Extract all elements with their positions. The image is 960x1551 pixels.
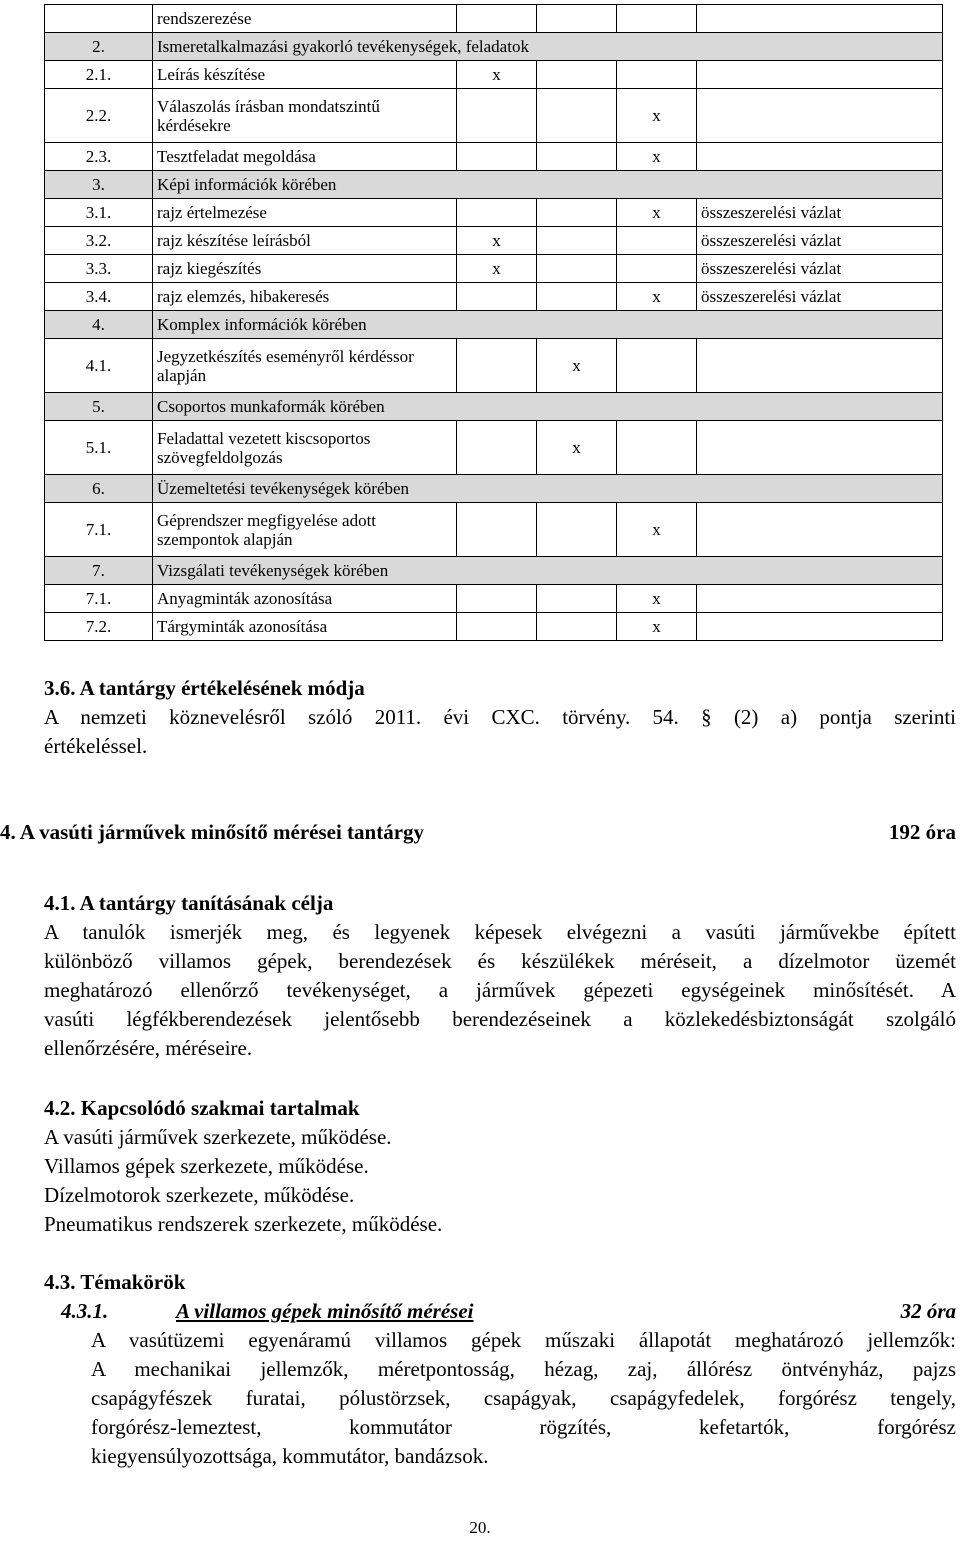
row-label: rajz értelmezése [153, 199, 457, 227]
topic-hours: 32 óra [900, 1299, 956, 1323]
row-code: 4. [45, 311, 153, 339]
row-note [697, 503, 943, 557]
row-note [697, 339, 943, 393]
mark-cell: x [617, 89, 697, 143]
mark-cell [537, 283, 617, 311]
section-4-1-line-2: különböző villamos gépek, berendezések és készülékek méréseit, a dízelmotor üzemét [44, 949, 956, 973]
topic-title: A villamos gépek minősítő mérései [176, 1299, 474, 1323]
row-label: Feladattal vezetett kiscsoportos szövegfeldolgozás [153, 421, 457, 475]
mark-cell [537, 89, 617, 143]
row-label: Jegyzetkészítés eseményről kérdéssor alapján [153, 339, 457, 393]
row-label: rendszerezése [153, 5, 457, 33]
section-4-3 [44, 1268, 956, 1471]
mark-cell [537, 143, 617, 171]
mark-cell [457, 339, 537, 393]
table-section-row [45, 557, 943, 585]
topic-line-1: A vasútüzemi egyenáramú villamos gépek műszaki állapotát meghatározó jellemzők: [91, 1328, 956, 1352]
mark-cell [537, 503, 617, 557]
mark-cell [457, 89, 537, 143]
mark-cell: x [617, 283, 697, 311]
subject-heading [0, 818, 956, 847]
mark-cell: x [457, 255, 537, 283]
row-code: 5. [45, 393, 153, 421]
section-4-1 [44, 889, 956, 1063]
mark-cell [537, 5, 617, 33]
row-label: Tárgyminták azonosítása [153, 613, 457, 641]
mark-cell [457, 503, 537, 557]
row-note [697, 613, 943, 641]
mark-cell [537, 61, 617, 89]
section-4-1-line-4: vasúti légfékberendezések jelentősebb berendezéseinek a közlekedésbiztonságát szolgáló [44, 1007, 956, 1031]
topic-4-3-1-body [91, 1326, 956, 1471]
row-label: rajz kiegészítés [153, 255, 457, 283]
row-code: 3. [45, 171, 153, 199]
subject-hours: 192 óra [888, 820, 956, 844]
section-4-1-line-1: A tanulók ismerjék meg, és legyenek képesek elvégezni a vasúti járművekbe épített [44, 920, 956, 944]
mark-cell [617, 227, 697, 255]
row-code: 3.4. [45, 283, 153, 311]
mark-cell [537, 585, 617, 613]
table-row [45, 227, 943, 255]
topic-line-2: A mechanikai jellemzők, méretpontosság, hézag, zaj, állórész öntvényház, pajzs [91, 1357, 956, 1381]
row-note [697, 143, 943, 171]
table-section-row [45, 311, 943, 339]
row-note [697, 89, 943, 143]
mark-cell: x [617, 199, 697, 227]
row-note [697, 585, 943, 613]
row-code: 7. [45, 557, 153, 585]
mark-cell [537, 199, 617, 227]
table-row [45, 613, 943, 641]
row-code [45, 5, 153, 33]
section-label: Komplex információk körében [153, 311, 943, 339]
topic-line-3: csapágyfészek furatai, pólustörzsek, csapágyak, csapágyfedelek, forgórész tengely, [91, 1386, 956, 1410]
mark-cell: x [537, 421, 617, 475]
section-4-2 [44, 1094, 956, 1239]
section-label: Ismeretalkalmazási gyakorló tevékenységek, feladatok [153, 33, 943, 61]
mark-cell [457, 613, 537, 641]
mark-cell: x [617, 585, 697, 613]
row-code: 3.3. [45, 255, 153, 283]
section-label: Vizsgálati tevékenységek körében [153, 557, 943, 585]
table-row [45, 255, 943, 283]
section-3-6 [44, 674, 956, 761]
section-4-2-line-4: Pneumatikus rendszerek szerkezete, működése. [44, 1212, 443, 1236]
table-row [45, 89, 943, 143]
section-3-6-text-line-2: értékeléssel. [44, 734, 148, 758]
table-section-row [45, 393, 943, 421]
activity-table [44, 4, 943, 641]
mark-cell: x [617, 143, 697, 171]
row-code: 6. [45, 475, 153, 503]
mark-cell [457, 283, 537, 311]
table-row [45, 5, 943, 33]
mark-cell: x [537, 339, 617, 393]
section-4-2-line-3: Dízelmotorok szerkezete, működése. [44, 1183, 355, 1207]
section-label: Csoportos munkaformák körében [153, 393, 943, 421]
table-section-row [45, 33, 943, 61]
page-number: 20. [469, 1518, 491, 1537]
row-label: Leírás készítése [153, 61, 457, 89]
row-note [697, 421, 943, 475]
mark-cell [537, 255, 617, 283]
mark-cell [617, 339, 697, 393]
section-4-1-heading: 4.1. A tantárgy tanításának célja [44, 891, 334, 915]
row-label: Anyagminták azonosítása [153, 585, 457, 613]
table-row [45, 283, 943, 311]
row-code: 7.2. [45, 613, 153, 641]
row-code: 2.3. [45, 143, 153, 171]
row-code: 2. [45, 33, 153, 61]
mark-cell [537, 227, 617, 255]
row-code: 5.1. [45, 421, 153, 475]
mark-cell [457, 143, 537, 171]
row-code: 3.2. [45, 227, 153, 255]
mark-cell: x [457, 227, 537, 255]
row-note [697, 61, 943, 89]
row-note: összeszerelési vázlat [697, 199, 943, 227]
row-note: összeszerelési vázlat [697, 283, 943, 311]
mark-cell [457, 585, 537, 613]
mark-cell: x [617, 503, 697, 557]
section-4-1-line-3: meghatározó ellenőrző tevékenységet, a járművek gépezeti egységeinek minősítését. A [44, 978, 956, 1002]
mark-cell [617, 5, 697, 33]
table-row [45, 199, 943, 227]
section-4-2-heading: 4.2. Kapcsolódó szakmai tartalmak [44, 1096, 360, 1120]
row-label: rajz elemzés, hibakeresés [153, 283, 457, 311]
mark-cell [617, 421, 697, 475]
mark-cell: x [617, 613, 697, 641]
row-note [697, 5, 943, 33]
section-label: Üzemeltetési tevékenységek körében [153, 475, 943, 503]
row-code: 2.2. [45, 89, 153, 143]
section-3-6-text-line-1: A nemzeti köznevelésről szóló 2011. évi CXC. törvény. 54. § (2) a) pontja szerinti [44, 705, 956, 729]
activity-table-body [45, 5, 943, 641]
section-4-2-line-2: Villamos gépek szerkezete, működése. [44, 1154, 369, 1178]
row-code: 2.1. [45, 61, 153, 89]
mark-cell [537, 613, 617, 641]
mark-cell [457, 199, 537, 227]
row-label: Válaszolás írásban mondatszintű kérdésekre [153, 89, 457, 143]
row-code: 7.1. [45, 503, 153, 557]
topic-line-4: forgórész-lemeztest, kommutátor rögzítés, kefetartók, forgórész [91, 1415, 956, 1439]
section-3-6-heading: 3.6. A tantárgy értékelésének módja [44, 676, 365, 700]
table-row [45, 421, 943, 475]
row-code: 7.1. [45, 585, 153, 613]
row-label: rajz készítése leírásból [153, 227, 457, 255]
section-4-2-line-1: A vasúti járművek szerkezete, működése. [44, 1125, 392, 1149]
topic-4-3-1-heading [44, 1297, 956, 1326]
mark-cell [457, 5, 537, 33]
section-4-1-line-5: ellenőrzésére, méréseire. [44, 1036, 253, 1060]
mark-cell [617, 61, 697, 89]
row-label: Géprendszer megfigyelése adott szempontok alapján [153, 503, 457, 557]
table-row [45, 585, 943, 613]
subject-title: 4. A vasúti járművek minősítő mérései tantárgy [0, 820, 425, 844]
table-row [45, 143, 943, 171]
table-row [45, 61, 943, 89]
topic-line-5: kiegyensúlyozottsága, kommutátor, bandázsok. [91, 1444, 489, 1468]
table-row [45, 503, 943, 557]
mark-cell [457, 421, 537, 475]
row-code: 3.1. [45, 199, 153, 227]
table-row [45, 339, 943, 393]
row-note: összeszerelési vázlat [697, 227, 943, 255]
row-note: összeszerelési vázlat [697, 255, 943, 283]
topic-number: 4.3.1. [61, 1299, 109, 1323]
table-section-row [45, 171, 943, 199]
mark-cell: x [457, 61, 537, 89]
mark-cell [617, 255, 697, 283]
row-label: Tesztfeladat megoldása [153, 143, 457, 171]
section-4-3-heading: 4.3. Témakörök [44, 1270, 186, 1294]
section-label: Képi információk körében [153, 171, 943, 199]
row-code: 4.1. [45, 339, 153, 393]
table-section-row [45, 475, 943, 503]
